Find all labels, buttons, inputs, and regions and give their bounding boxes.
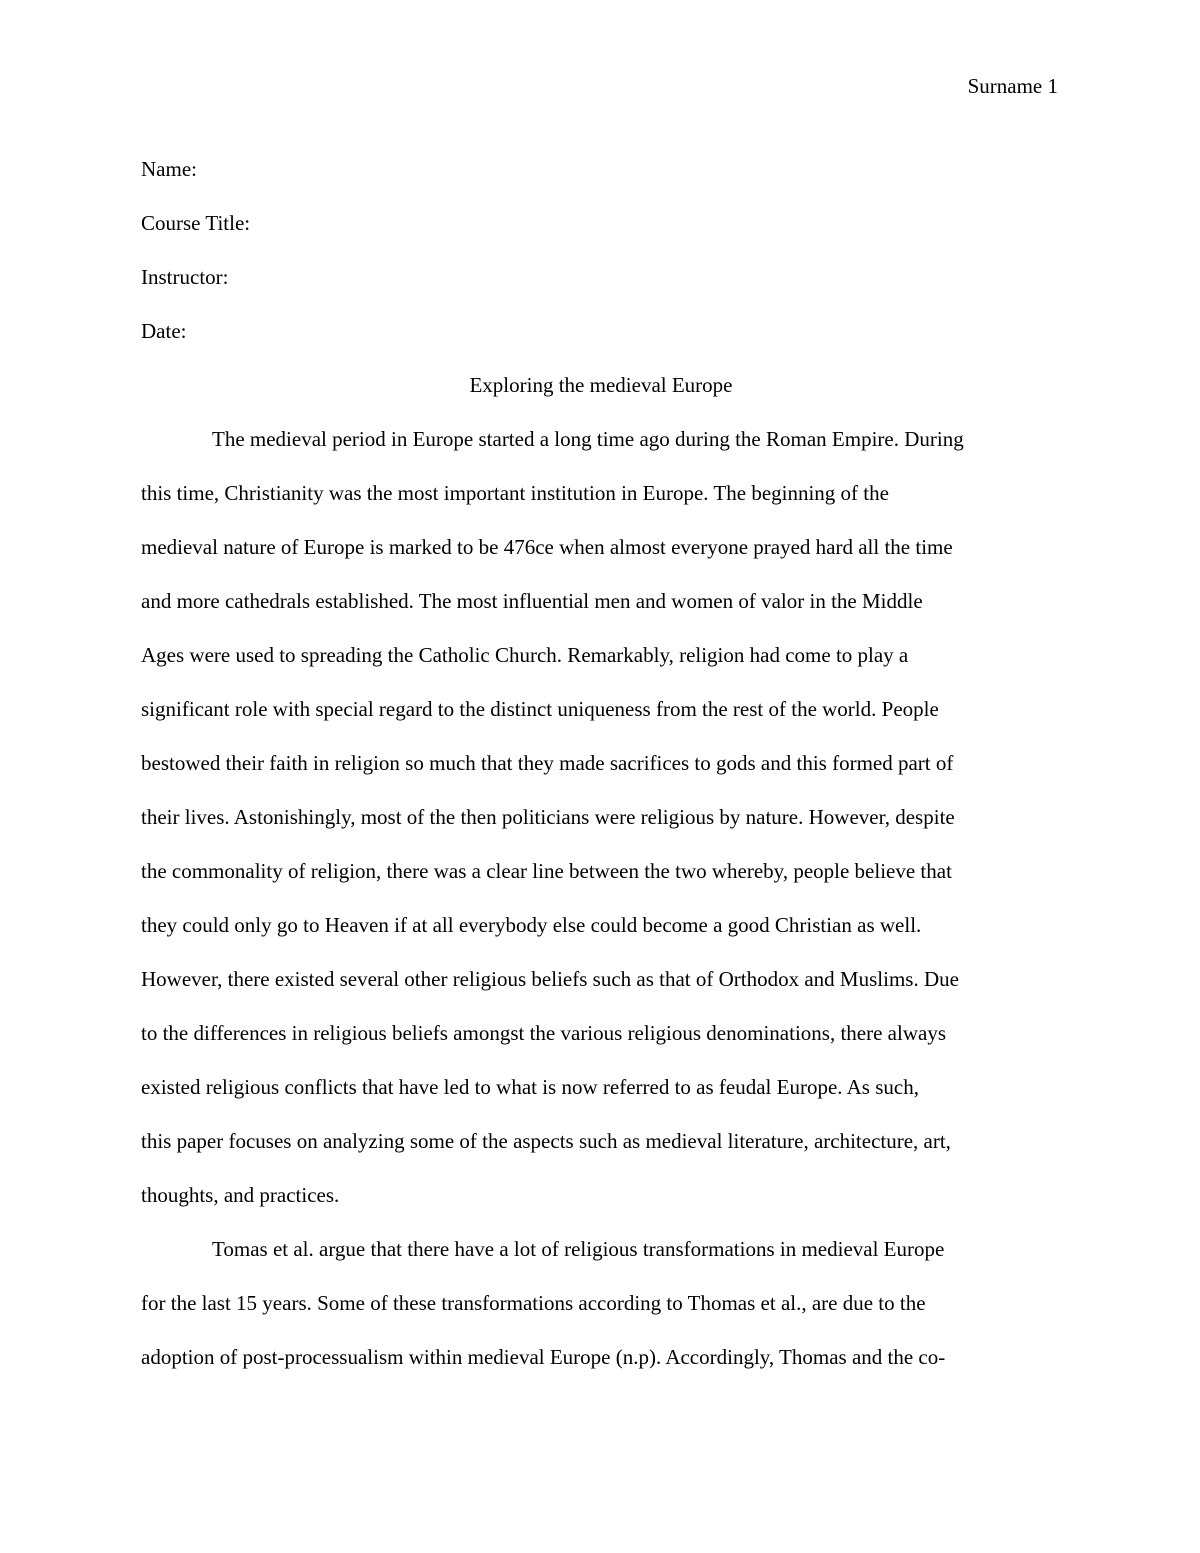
paragraph-line: their lives. Astonishingly, most of the then politicians were religious by nature. However, despite	[141, 805, 955, 829]
paragraph-line: existed religious conflicts that have led to what is now referred to as feudal Europe. As such,	[141, 1075, 919, 1099]
paragraph-line: this time, Christianity was the most important institution in Europe. The beginning of the	[141, 481, 889, 505]
paragraph-line: adoption of post-processualism within medieval Europe (n.p). Accordingly, Thomas and the co-	[141, 1345, 946, 1369]
date-line: Date:	[141, 319, 187, 343]
paragraph-line: However, there existed several other religious beliefs such as that of Orthodox and Muslims. Due	[141, 967, 959, 991]
paragraph-line: medieval nature of Europe is marked to be 476ce when almost everyone prayed hard all the time	[141, 535, 953, 559]
paragraph-line: and more cathedrals established. The most influential men and women of valor in the Middle	[141, 589, 923, 613]
paragraph-line: the commonality of religion, there was a clear line between the two whereby, people believe that	[141, 859, 952, 883]
paragraph-1	[141, 412, 1061, 1222]
paragraph-line: Tomas et al. argue that there have a lot of religious transformations in medieval Europe	[212, 1237, 945, 1261]
running-head: Surname 1	[967, 74, 1058, 98]
name-line: Name:	[141, 157, 197, 181]
paragraph-line: to the differences in religious beliefs amongst the various religious denominations, there always	[141, 1021, 946, 1045]
instructor-line: Instructor:	[141, 265, 229, 289]
paragraph-line: Ages were used to spreading the Catholic Church. Remarkably, religion had come to play a	[141, 643, 909, 667]
paragraph-line: The medieval period in Europe started a long time ago during the Roman Empire. During	[212, 427, 964, 451]
paragraph-2	[141, 1222, 1061, 1384]
paragraph-line: thoughts, and practices.	[141, 1183, 340, 1207]
paragraph-line: they could only go to Heaven if at all everybody else could become a good Christian as well.	[141, 913, 922, 937]
paragraph-line: this paper focuses on analyzing some of the aspects such as medieval literature, architecture, art,	[141, 1129, 951, 1153]
paper-title: Exploring the medieval Europe	[469, 373, 733, 397]
document-body	[141, 142, 1061, 1384]
paragraph-line: for the last 15 years. Some of these transformations according to Thomas et al., are due to the	[141, 1291, 926, 1315]
course-title-line: Course Title:	[141, 211, 251, 235]
paragraph-line: bestowed their faith in religion so much that they made sacrifices to gods and this formed part of	[141, 751, 954, 775]
paragraph-line: significant role with special regard to the distinct uniqueness from the rest of the world. People	[141, 697, 939, 721]
